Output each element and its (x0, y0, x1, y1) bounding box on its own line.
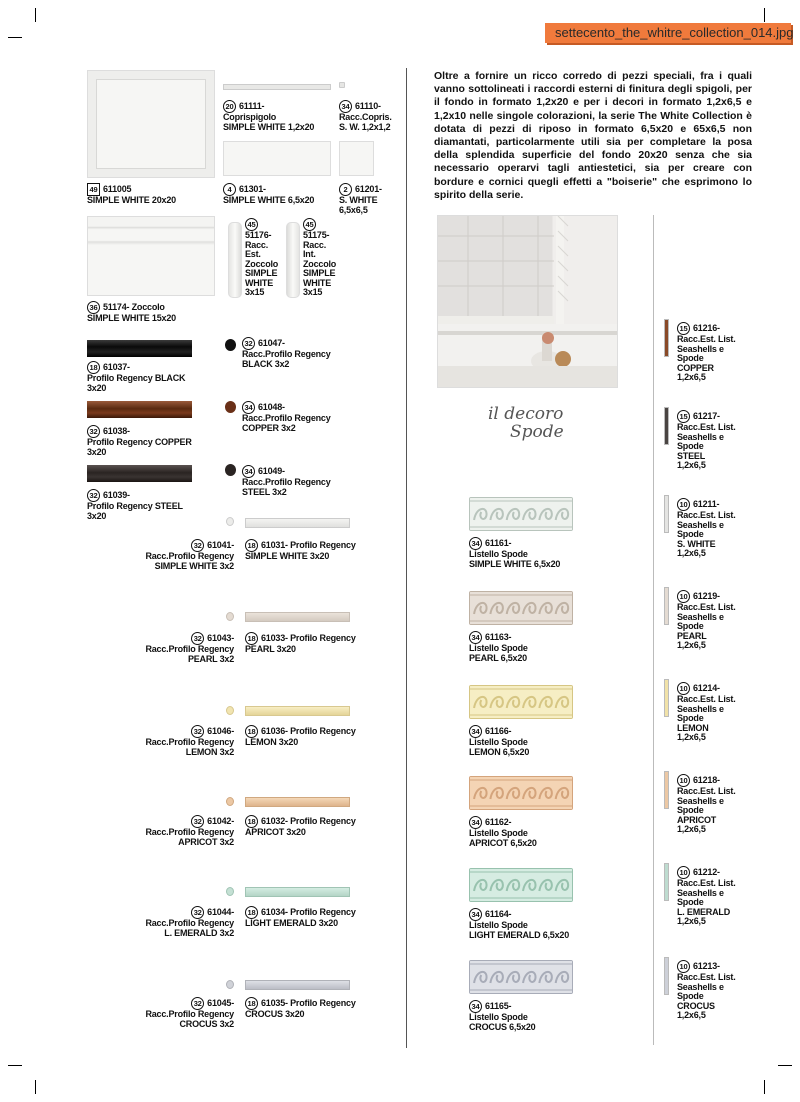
corner-regency-emerald (226, 887, 234, 896)
caption-line: 61164- (485, 908, 512, 919)
caption-61043: 32 61043- Racc.Profilo Regency PEARL 3x2 (145, 632, 234, 664)
caption-line: SIMPLE WHITE 6,5x20 (469, 558, 561, 569)
caption-61042: 32 61042- Racc.Profilo Regency APRICOT 3x2 (145, 815, 234, 847)
profile-regency-emerald (245, 887, 350, 897)
corner-regency-black (225, 339, 236, 351)
crop-mark (778, 1065, 792, 1066)
tile-simple-white-20x20 (87, 70, 215, 178)
caption-61037: 18 61037- Profilo Regency BLACK 3x20 (87, 361, 186, 393)
caption-line: STEEL (677, 450, 706, 461)
caption-61301: 4 61301- SIMPLE WHITE 6,5x20 (223, 183, 315, 205)
caption-line: APRICOT (677, 814, 717, 825)
caption-line: Racc.Est. List. (677, 334, 736, 344)
caption-line: 1,2x6,5 (677, 460, 706, 470)
caption-listello (469, 725, 529, 757)
caption-line: Seashells e (677, 519, 724, 530)
caption-61036: 18 61036- Profilo Regency LEMON 3x20 (245, 725, 356, 747)
caption-line: Seashells e (677, 611, 724, 622)
page-badge: 34 (469, 537, 482, 550)
caption-listello (469, 816, 537, 848)
room-photo-art (438, 216, 618, 388)
caption-seashells (677, 960, 736, 1021)
listello-spode-tile (469, 497, 573, 531)
page-badge: 10 (677, 498, 690, 511)
caption-line: Listello Spode (469, 920, 528, 930)
caption-61045: 32 61045- Racc.Profilo Regency CROCUS 3x2 (145, 997, 234, 1029)
listello-spode-tile (469, 685, 573, 719)
caption-61035: 18 61035- Profilo Regency CROCUS 3x20 (245, 997, 356, 1019)
caption-line: Spode (677, 441, 704, 451)
caption-line: Spode (677, 529, 704, 539)
caption-seashells (677, 866, 736, 927)
seashells-corner-strip (664, 679, 669, 717)
caption-line: Listello Spode (469, 549, 528, 559)
listello-spode-tile (469, 776, 573, 810)
caption-line: Spode (677, 991, 704, 1001)
crop-mark (35, 8, 36, 22)
caption-line: Racc.Est. List. (677, 786, 736, 796)
tile-zoccolo (87, 216, 215, 296)
corner-regency-apricot (226, 797, 234, 806)
caption-seashells (677, 590, 736, 651)
caption-61032: 18 61032- Profilo Regency APRICOT 3x20 (245, 815, 356, 837)
page-badge: 10 (677, 866, 690, 879)
seashells-corner-strip (664, 407, 669, 445)
caption-line: Spode (677, 897, 704, 907)
caption-line: S. WHITE (677, 538, 716, 549)
caption-51175: 45 51175- Racc. Int. Zoccolo SIMPLE WHITE 3x15 (303, 220, 337, 297)
caption-line: 1,2x6,5 (677, 916, 706, 926)
profile-regency-copper (87, 401, 192, 418)
column-divider (653, 215, 654, 1045)
caption-line: 61166- (485, 725, 512, 736)
file-label: settecento_the_whitre_collection_014.jpg (545, 23, 791, 43)
seashells-corner-strip (664, 957, 669, 995)
page-badge: 15 (677, 322, 690, 335)
listello-spode-tile (469, 960, 573, 994)
tile-coprispigolo (223, 84, 331, 90)
tile-simple-white-6x20 (223, 141, 331, 176)
intro-paragraph: Oltre a fornire un ricco corredo di pezzi speciali, fra i quali vanno sottolineati i raccordi esterni di finitura degli spigoli, per il fondo in formato 1,2x20 e per i decori in formato 1,2x6,5 e 1,2x10 nelle singole colorazioni, la serie The White Collection è dotata di pezzi di riposo in formato 6,5x20 e 65x6,5 non diamantati, particolarmente utili sia per completare la posa della splendida superficie del fondo 20x20 senza che sia necessario operarvi tagli antiestetici, sia per creare con bordure e cornici quegli effetti a "boiserie" che esprimono lo spirito della serie. (434, 70, 752, 201)
corner-regency-crocus (226, 980, 234, 989)
caption-line: Racc.Est. List. (677, 510, 736, 520)
page-badge: 10 (677, 590, 690, 603)
caption-line: Seashells e (677, 703, 724, 714)
crop-mark (8, 37, 22, 38)
page-badge: 10 (677, 774, 690, 787)
caption-line: Spode (677, 621, 704, 631)
page-badge: 10 (677, 682, 690, 695)
caption-61047: 32 61047- Racc.Profilo Regency BLACK 3x2 (242, 337, 331, 369)
caption-line: 1,2x6,5 (677, 824, 706, 834)
page-badge: 34 (469, 631, 482, 644)
caption-line: PEARL (677, 630, 707, 641)
spode-logo: il decoro Spode (488, 404, 564, 442)
corner-regency-white (226, 517, 234, 526)
caption-line: 1,2x6,5 (677, 640, 706, 650)
page-badge: 34 (469, 908, 482, 921)
seashells-corner-strip (664, 319, 669, 357)
caption-listello (469, 908, 569, 940)
crop-mark (764, 8, 765, 22)
caption-line: 1,2x6,5 (677, 732, 706, 742)
caption-listello (469, 537, 560, 569)
room-photo (437, 215, 618, 388)
caption-line: 61211- (693, 498, 720, 509)
caption-line: Racc.Est. List. (677, 422, 736, 432)
caption-line: Spode (677, 353, 704, 363)
caption-51176: 45 51176- Racc. Est. Zoccolo SIMPLE WHITE 3x15 (245, 220, 279, 297)
profile-regency-lemon (245, 706, 350, 716)
caption-line: 1,2x6,5 (677, 548, 706, 558)
caption-line: CROCUS (677, 1000, 715, 1011)
caption-line: LEMON 6,5x20 (469, 746, 530, 757)
crop-mark (8, 1065, 22, 1066)
caption-line: 61212- (693, 866, 720, 877)
page-badge: 34 (469, 816, 482, 829)
caption-line: 61217- (693, 410, 720, 421)
crop-mark (764, 1080, 765, 1094)
corner-regency-steel (225, 464, 236, 476)
page-badge: 49 (87, 183, 100, 196)
caption-seashells (677, 682, 736, 743)
seashells-corner-strip (664, 771, 669, 809)
page-badge: 10 (677, 960, 690, 973)
caption-61031: 18 61031- Profilo Regency SIMPLE WHITE 3x20 (245, 539, 356, 561)
caption-61033: 18 61033- Profilo Regency PEARL 3x20 (245, 632, 356, 654)
caption-listello (469, 1000, 535, 1032)
caption-line: Listello Spode (469, 1012, 528, 1022)
profile-regency-black (87, 340, 192, 357)
caption-line: L. EMERALD (677, 906, 730, 917)
seashells-corner-strip (664, 863, 669, 901)
caption-61038: 32 61038- Profilo Regency COPPER 3x20 (87, 425, 192, 457)
caption-61049: 34 61049- Racc.Profilo Regency STEEL 3x2 (242, 465, 331, 497)
caption-line: 61214- (693, 682, 720, 693)
caption-line: Racc.Est. List. (677, 694, 736, 704)
caption-line: Racc.Est. List. (677, 878, 736, 888)
caption-line: 61216- (693, 322, 720, 333)
caption-61034: 18 61034- Profilo Regency LIGHT EMERALD 3x20 (245, 906, 356, 928)
listello-spode-tile (469, 591, 573, 625)
corner-regency-lemon (226, 706, 234, 715)
caption-line: LEMON (677, 722, 709, 733)
page-badge: 34 (469, 725, 482, 738)
caption-line: CROCUS 6,5x20 (469, 1021, 536, 1032)
tile-zoccolo-est (228, 222, 242, 298)
caption-line: PEARL 6,5x20 (469, 652, 527, 663)
caption-line: Seashells e (677, 887, 724, 898)
tile-zoccolo-int (286, 222, 300, 298)
caption-line: 61163- (485, 631, 512, 642)
page-badge: 15 (677, 410, 690, 423)
caption-51174: 36 51174- Zoccolo SIMPLE WHITE 15x20 (87, 301, 176, 323)
seashells-corner-strip (664, 495, 669, 533)
caption-line: 61165- (485, 1000, 512, 1011)
caption-line: Seashells e (677, 343, 724, 354)
caption-listello (469, 631, 528, 663)
caption-line: 61161- (485, 537, 512, 548)
caption-line: Racc.Est. List. (677, 602, 736, 612)
corner-regency-copper (225, 401, 236, 413)
tile-racc-copris (339, 82, 345, 88)
profile-regency-apricot (245, 797, 350, 807)
corner-regency-pearl (226, 612, 234, 621)
caption-line: Seashells e (677, 795, 724, 806)
caption-line: Listello Spode (469, 828, 528, 838)
profile-regency-crocus (245, 980, 350, 990)
profile-regency-steel (87, 465, 192, 482)
caption-line: Listello Spode (469, 643, 528, 653)
seashells-corner-strip (664, 587, 669, 625)
caption-seashells (677, 322, 736, 383)
caption-61039: 32 61039- Profilo Regency STEEL 3x20 (87, 489, 183, 521)
crop-mark (35, 1080, 36, 1094)
caption-line: Seashells e (677, 431, 724, 442)
caption-line: Spode (677, 805, 704, 815)
caption-line: LIGHT EMERALD 6,5x20 (469, 929, 570, 940)
caption-line: Racc.Est. List. (677, 972, 736, 982)
caption-line: Seashells e (677, 981, 724, 992)
caption-seashells (677, 410, 736, 471)
caption-line: 1,2x6,5 (677, 1010, 706, 1020)
caption-line: 61218- (693, 774, 720, 785)
caption-61044: 32 61044- Racc.Profilo Regency L. EMERALD 3x2 (145, 906, 234, 938)
caption-line: 61162- (485, 816, 512, 827)
caption-61111: 20 61111- Coprispigolo SIMPLE WHITE 1,2x20 (223, 100, 315, 132)
caption-seashells (677, 498, 736, 559)
column-divider (406, 68, 407, 1048)
caption-61110: 34 61110- Racc.Copris. S. W. 1,2x1,2 (339, 100, 392, 132)
caption-line: Spode (677, 713, 704, 723)
caption-line: APRICOT 6,5x20 (469, 837, 537, 848)
profile-regency-pearl (245, 612, 350, 622)
profile-regency-white (245, 518, 350, 528)
caption-line: 61219- (693, 590, 720, 601)
caption-61201: 2 61201- S. WHITE 6,5x6,5 (339, 183, 382, 215)
page-badge: 34 (469, 1000, 482, 1013)
caption-line: Listello Spode (469, 737, 528, 747)
caption-seashells (677, 774, 736, 835)
caption-line: 1,2x6,5 (677, 372, 706, 382)
caption-611005: 49 611005 SIMPLE WHITE 20x20 (87, 183, 176, 205)
caption-61048: 34 61048- Racc.Profilo Regency COPPER 3x2 (242, 401, 331, 433)
caption-line: COPPER (677, 362, 714, 373)
caption-61046: 32 61046- Racc.Profilo Regency LEMON 3x2 (145, 725, 234, 757)
caption-line: 61213- (693, 960, 720, 971)
caption-61041: 32 61041- Racc.Profilo Regency SIMPLE WHITE 3x2 (145, 539, 234, 571)
listello-spode-tile (469, 868, 573, 902)
tile-simple-white-6x6 (339, 141, 374, 176)
